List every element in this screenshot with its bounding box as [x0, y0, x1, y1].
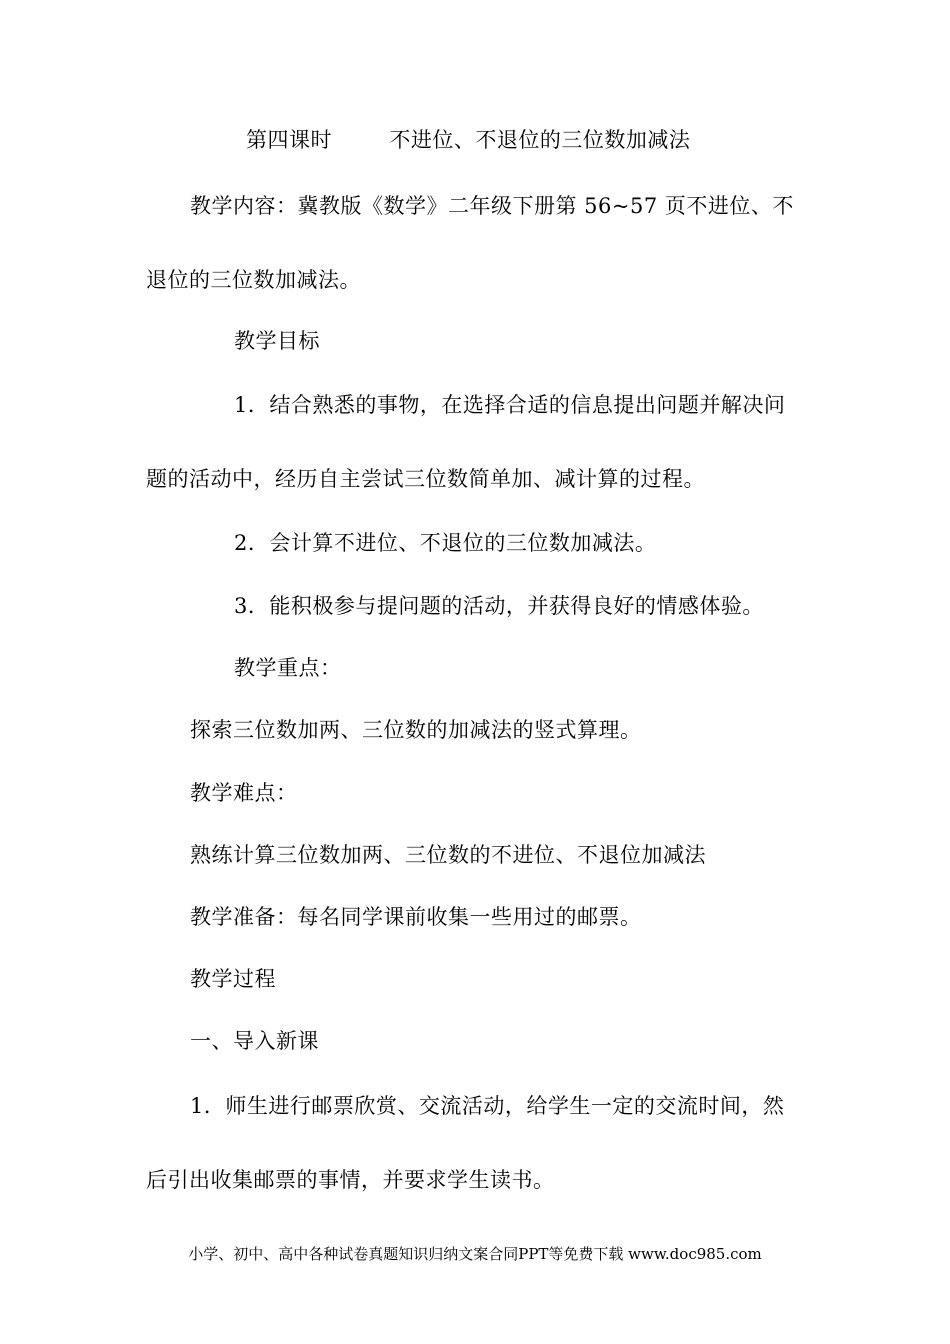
section-heading: 教学目标: [234, 329, 320, 353]
text-line: 题的活动中，经历自主尝试三位数简单加、减计算的过程。: [146, 467, 705, 491]
text-line: 探索三位数加两、三位数的加减法的竖式算理。: [190, 718, 642, 742]
text-line: 熟练计算三位数加两、三位数的不进位、不退位加减法: [190, 843, 706, 867]
page-footer: 小学、初中、高中各种试卷真题知识归纳文案合同PPT等免费下载 www.doc985.com: [188, 1245, 762, 1263]
text-line: 教学内容：冀教版《数学》二年级下册第 56~57 页不进位、不: [190, 194, 794, 218]
text-line: 后引出收集邮票的事情，并要求学生读书。: [146, 1168, 555, 1192]
text-line: 退位的三位数加减法。: [146, 268, 361, 292]
text-line: 3．能积极参与提问题的活动，并获得良好的情感体验。: [234, 594, 764, 618]
text-line: 教学准备：每名同学课前收集一些用过的邮票。: [190, 905, 642, 929]
section-heading: 教学难点：: [190, 781, 298, 805]
section-heading: 一、导入新课: [190, 1029, 319, 1053]
text-line: 1．师生进行邮票欣赏、交流活动，给学生一定的交流时间，然: [190, 1094, 785, 1118]
text-line: 1．结合熟悉的事物，在选择合适的信息提出问题并解决问: [234, 393, 786, 417]
section-heading: 教学重点：: [234, 656, 342, 680]
text-line: 2．会计算不进位、不退位的三位数加减法。: [234, 531, 657, 555]
lesson-title: 第四课时 不进位、不退位的三位数加减法: [246, 128, 691, 152]
section-heading: 教学过程: [190, 967, 276, 991]
